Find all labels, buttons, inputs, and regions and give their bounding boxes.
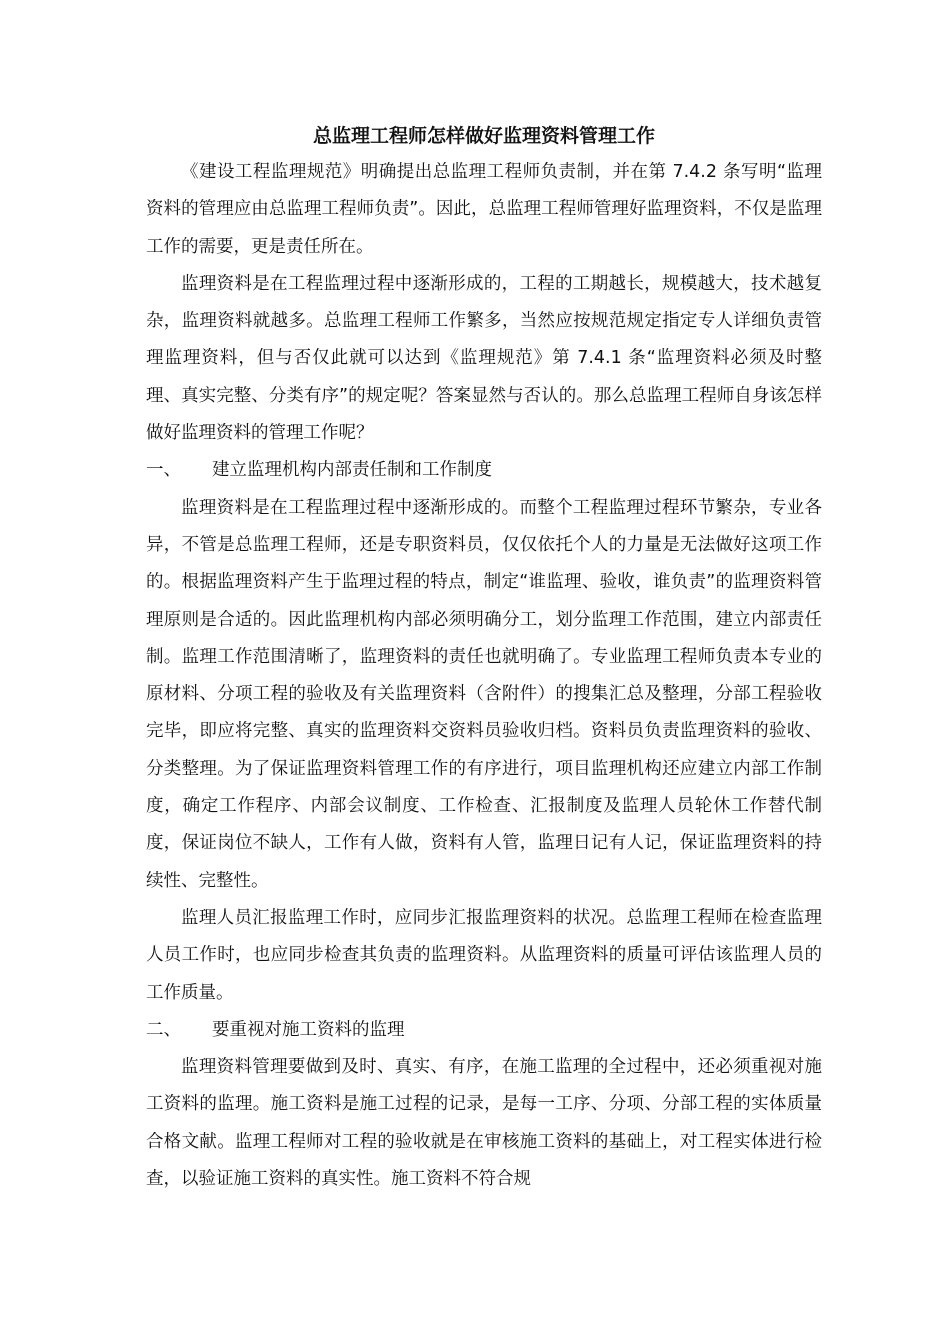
document-page <box>146 118 822 1198</box>
paragraph-3: 监理资料是在工程监理过程中逐渐形成的。而整个工程监理过程环节繁杂，专业各异，不管是总监理工程师，还是专职资料员，仅仅依托个人的力量是无法做好这项工作的。根据监理资料产生于监理过程的特点，制定“谁监理、验收，谁负责”的监理资料管理原则是合适的。因此监理机构内部必须明确分工，划分监理工作范围，建立内部责任制。监理工作范围清晰了，监理资料的责任也就明确了。专业监理工程师负责本专业的原材料、分项工程的验收及有关监理资料（含附件）的搜集汇总及整理，分部工程验收完毕，即应将完整、真实的监理资料交资料员验收归档。资料员负责监理资料的验收、分类整理。为了保证监理资料管理工作的有序进行，项目监理机构还应建立内部工作制度，确定工作程序、内部会议制度、工作检查、汇报制度及监理人员轮休工作替代制度，保证岗位不缺人，工作有人做，资料有人管，监理日记有人记，保证监理资料的持续性、完整性。 <box>146 497 822 891</box>
section-1-title: 建立监理机构内部责任制和工作制度 <box>212 460 492 481</box>
paragraph-4: 监理人员汇报监理工作时，应同步汇报监理资料的状况。总监理工程师在检查监理人员工作时，也应同步检查其负责的监理资料。从监理资料的质量可评估该监理人员的工作质量。 <box>146 907 822 1003</box>
paragraph-1: 《建设工程监理规范》明确提出总监理工程师负责制，并在第 7.4.2 条写明“监理资料的管理应由总监理工程师负责”。因此，总监理工程师管理好监理资料，不仅是监理工作的需要，更是责任所在。 <box>146 162 822 257</box>
section-1-heading <box>146 452 822 489</box>
section-2-heading <box>146 1012 822 1049</box>
paragraph-2: 监理资料是在工程监理过程中逐渐形成的，工程的工期越长，规模越大，技术越复杂，监理资料就越多。总监理工程师工作繁多，当然应按规范规定指定专人详细负责管理监理资料，但与否仅此就可以达到《监理规范》第 7.4.1 条“监理资料必须及时整理、真实完整、分类有序”的规定呢？答案显然与否认的。那么总监理工程师自身该怎样做好监理资料的管理工作呢？ <box>146 273 822 444</box>
document-title: 总监理工程师怎样做好监理资料管理工作 <box>312 125 655 147</box>
section-1-number: 一、 <box>146 460 181 481</box>
section-2-title: 要重视对施工资料的监理 <box>212 1019 405 1040</box>
section-2-number: 二、 <box>146 1019 181 1040</box>
paragraph-5: 监理资料管理要做到及时、真实、有序，在施工监理的全过程中，还必须重视对施工资料的监理。施工资料是施工过程的记录，是每一工序、分项、分部工程的实体质量合格文献。监理工程师对工程的验收就是在审核施工资料的基础上，对工程实体进行检查，以验证施工资料的真实性。施工资料不符合规 <box>146 1057 822 1190</box>
